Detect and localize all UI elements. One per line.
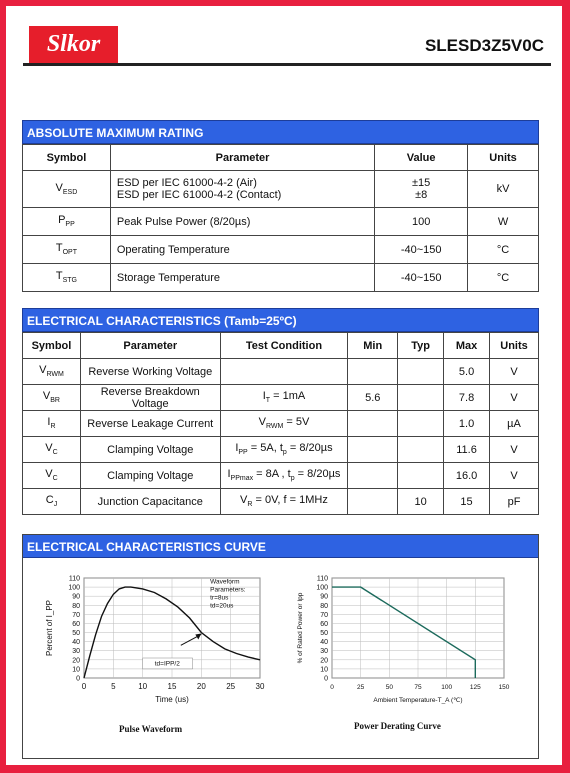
max-cell: 1.0 xyxy=(444,411,490,437)
derating-y-tick-label: 10 xyxy=(320,666,328,674)
table-row xyxy=(23,489,539,515)
unit-cell: °C xyxy=(468,236,539,264)
abs-col-header: Parameter xyxy=(110,145,374,171)
elec-col-header: Typ xyxy=(398,333,444,359)
derating-x-tick-label: 125 xyxy=(469,684,481,691)
elec-table xyxy=(22,332,539,515)
header-rule xyxy=(23,63,551,66)
pulse-y-tick-label: 100 xyxy=(68,584,80,592)
value-cell: 100 xyxy=(375,208,468,236)
max-cell: 5.0 xyxy=(444,359,490,385)
pulse-y-tick-label: 60 xyxy=(72,620,80,628)
unit-cell: kV xyxy=(468,171,539,208)
unit-cell: °C xyxy=(468,264,539,292)
parameter-cell: Reverse Leakage Current xyxy=(80,411,220,437)
parameter-cell: Clamping Voltage xyxy=(80,463,220,489)
datasheet-page xyxy=(6,6,562,765)
table-row xyxy=(23,208,539,236)
pulse-annotation-arrowhead xyxy=(195,633,201,639)
test-condition-cell: $V_R = 0V$, f = 1MHz xyxy=(220,489,348,515)
typ-cell xyxy=(398,437,444,463)
pulse-y-tick-label: 50 xyxy=(72,630,80,638)
symbol-cell: $V_{RWM}$ xyxy=(23,359,81,385)
min-cell xyxy=(348,437,398,463)
table-row xyxy=(23,385,539,411)
elec-col-header: Max xyxy=(444,333,490,359)
derating-x-tick-label: 25 xyxy=(357,684,365,691)
derating-y-tick-label: 30 xyxy=(320,648,328,656)
unit-cell: V xyxy=(490,463,539,489)
parameter-cell: Reverse Working Voltage xyxy=(80,359,220,385)
pulse-y-tick-label: 110 xyxy=(68,575,80,583)
parameter-cell: Reverse Breakdown Voltage xyxy=(80,385,220,411)
test-condition-cell: $I_T = 1mA$ xyxy=(220,385,348,411)
test-condition-cell: $I_{PP} = 5A$, $t_p = 8/20\mu s$ xyxy=(220,437,348,463)
derating-y-tick-label: 0 xyxy=(324,675,328,683)
parameter-cell: ESD per IEC 61000-4-2 (Air) ESD per IEC 61000-4-2 (Contact) xyxy=(110,171,374,208)
table-row xyxy=(23,463,539,489)
parameter-cell: Clamping Voltage xyxy=(80,437,220,463)
typ-cell xyxy=(398,359,444,385)
derating-y-tick-label: 90 xyxy=(320,593,328,601)
derating-x-tick-label: 100 xyxy=(441,684,453,691)
test-condition-cell: $V_{RWM} = 5V$ xyxy=(220,411,348,437)
pulse-y-tick-label: 0 xyxy=(76,675,80,683)
value-cell: -40~150 xyxy=(375,264,468,292)
symbol-cell: $V_C$ xyxy=(23,463,81,489)
abs-max-title: ABSOLUTE MAXIMUM RATING xyxy=(22,120,539,144)
unit-cell: V xyxy=(490,385,539,411)
curve-title: ELECTRICAL CHARACTERISTICS CURVE xyxy=(22,534,539,558)
part-number: SLESD3Z5V0C xyxy=(424,36,544,55)
symbol-cell: $I_R$ xyxy=(23,411,81,437)
pulse-waveform-chart xyxy=(36,566,266,706)
symbol-cell: $V_{BR}$ xyxy=(23,385,81,411)
min-cell xyxy=(348,463,398,489)
symbol-cell: $P_{PP}$ xyxy=(23,208,111,236)
typ-cell: 10 xyxy=(398,489,444,515)
derating-y-tick-label: 50 xyxy=(320,630,328,638)
pulse-annotation-text: td=20us xyxy=(210,602,234,610)
parameter-cell: Storage Temperature xyxy=(110,264,374,292)
symbol-cell: $C_J$ xyxy=(23,489,81,515)
symbol-cell: $V_C$ xyxy=(23,437,81,463)
power-derating-caption: Power Derating Curve xyxy=(354,721,441,731)
derating-y-tick-label: 60 xyxy=(320,620,328,628)
test-condition-cell: $I_{PPmax} = 8A$ , $t_p = 8/20\mu s$ xyxy=(220,463,348,489)
unit-cell: W xyxy=(468,208,539,236)
symbol-cell: $T_{OPT}$ xyxy=(23,236,111,264)
brand-logo: Slkor xyxy=(29,26,118,63)
value-cell: ±15 ±8 xyxy=(375,171,468,208)
pulse-annotation-text: tr=8us xyxy=(210,594,229,602)
derating-y-tick-label: 110 xyxy=(316,575,328,583)
derating-y-tick-label: 80 xyxy=(320,602,328,610)
pulse-x-axis-label: Time (us) xyxy=(155,695,189,704)
unit-cell: V xyxy=(490,359,539,385)
derating-x-tick-label: 150 xyxy=(498,684,510,691)
pulse-y-tick-label: 20 xyxy=(72,657,80,665)
max-cell: 7.8 xyxy=(444,385,490,411)
table-row xyxy=(23,359,539,385)
table-row xyxy=(23,264,539,292)
elec-col-header: Test Condition xyxy=(220,333,348,359)
pulse-x-tick-label: 30 xyxy=(255,682,265,691)
derating-y-tick-label: 100 xyxy=(316,584,328,592)
unit-cell: µA xyxy=(490,411,539,437)
parameter-cell: Junction Capacitance xyxy=(80,489,220,515)
elec-col-header: Min xyxy=(348,333,398,359)
symbol-cell: $T_{STG}$ xyxy=(23,264,111,292)
max-cell: 16.0 xyxy=(444,463,490,489)
pulse-annotation-text: Waveform xyxy=(210,578,240,586)
min-cell: 5.6 xyxy=(348,385,398,411)
abs-max-header-row xyxy=(23,145,539,171)
elec-col-header: Parameter xyxy=(80,333,220,359)
min-cell xyxy=(348,411,398,437)
table-row xyxy=(23,411,539,437)
min-cell xyxy=(348,489,398,515)
derating-y-tick-label: 70 xyxy=(320,611,328,619)
table-row xyxy=(23,437,539,463)
pulse-y-tick-label: 10 xyxy=(72,666,80,674)
pulse-x-tick-label: 5 xyxy=(111,682,116,691)
pulse-y-tick-label: 40 xyxy=(72,639,80,647)
typ-cell xyxy=(398,463,444,489)
abs-max-table xyxy=(22,144,539,292)
pulse-waveform-caption: Pulse Waveform xyxy=(119,724,183,734)
value-cell: -40~150 xyxy=(375,236,468,264)
pulse-x-tick-label: 0 xyxy=(81,682,87,691)
elec-title: ELECTRICAL CHARACTERISTICS (Tamb=25ºC) xyxy=(22,308,539,332)
pulse-annotation-td: td=IPP/2 xyxy=(154,660,180,668)
max-cell: 11.6 xyxy=(444,437,490,463)
abs-col-header: Units xyxy=(468,145,539,171)
parameter-cell: Operating Temperature xyxy=(110,236,374,264)
pulse-y-tick-label: 90 xyxy=(72,593,80,601)
abs-col-header: Value xyxy=(375,145,468,171)
typ-cell xyxy=(398,385,444,411)
pulse-x-tick-label: 25 xyxy=(226,682,236,691)
unit-cell: pF xyxy=(490,489,539,515)
test-condition-cell xyxy=(220,359,348,385)
elec-col-header: Units xyxy=(490,333,539,359)
min-cell xyxy=(348,359,398,385)
derating-x-tick-label: 75 xyxy=(414,684,422,691)
power-derating-chart xyxy=(288,566,518,706)
pulse-y-tick-label: 70 xyxy=(72,611,80,619)
pulse-x-tick-label: 20 xyxy=(196,682,206,691)
elec-col-header: Symbol xyxy=(23,333,81,359)
unit-cell: V xyxy=(490,437,539,463)
pulse-y-tick-label: 30 xyxy=(72,648,80,656)
derating-y-tick-label: 40 xyxy=(320,639,328,647)
parameter-cell: Peak Pulse Power (8/20µs) xyxy=(110,208,374,236)
derating-x-axis-label: Ambient Temperature-T_A (℃) xyxy=(373,697,463,704)
table-row xyxy=(23,171,539,208)
max-cell: 15 xyxy=(444,489,490,515)
derating-x-tick-label: 50 xyxy=(385,684,393,691)
derating-x-tick-label: 0 xyxy=(330,684,334,691)
abs-col-header: Symbol xyxy=(23,145,111,171)
pulse-y-axis-label: Percent of I_PP xyxy=(45,599,54,657)
pulse-y-tick-label: 80 xyxy=(72,602,80,610)
derating-y-tick-label: 20 xyxy=(320,657,328,665)
pulse-x-tick-label: 10 xyxy=(138,682,148,691)
elec-header-row xyxy=(23,333,539,359)
pulse-x-tick-label: 15 xyxy=(167,682,177,691)
symbol-cell: $V_{ESD}$ xyxy=(23,171,111,208)
table-row xyxy=(23,236,539,264)
derating-y-axis-label: % of Rated Power or Ipp xyxy=(297,592,304,664)
pulse-annotation-text: Parameters: xyxy=(210,586,246,594)
typ-cell xyxy=(398,411,444,437)
